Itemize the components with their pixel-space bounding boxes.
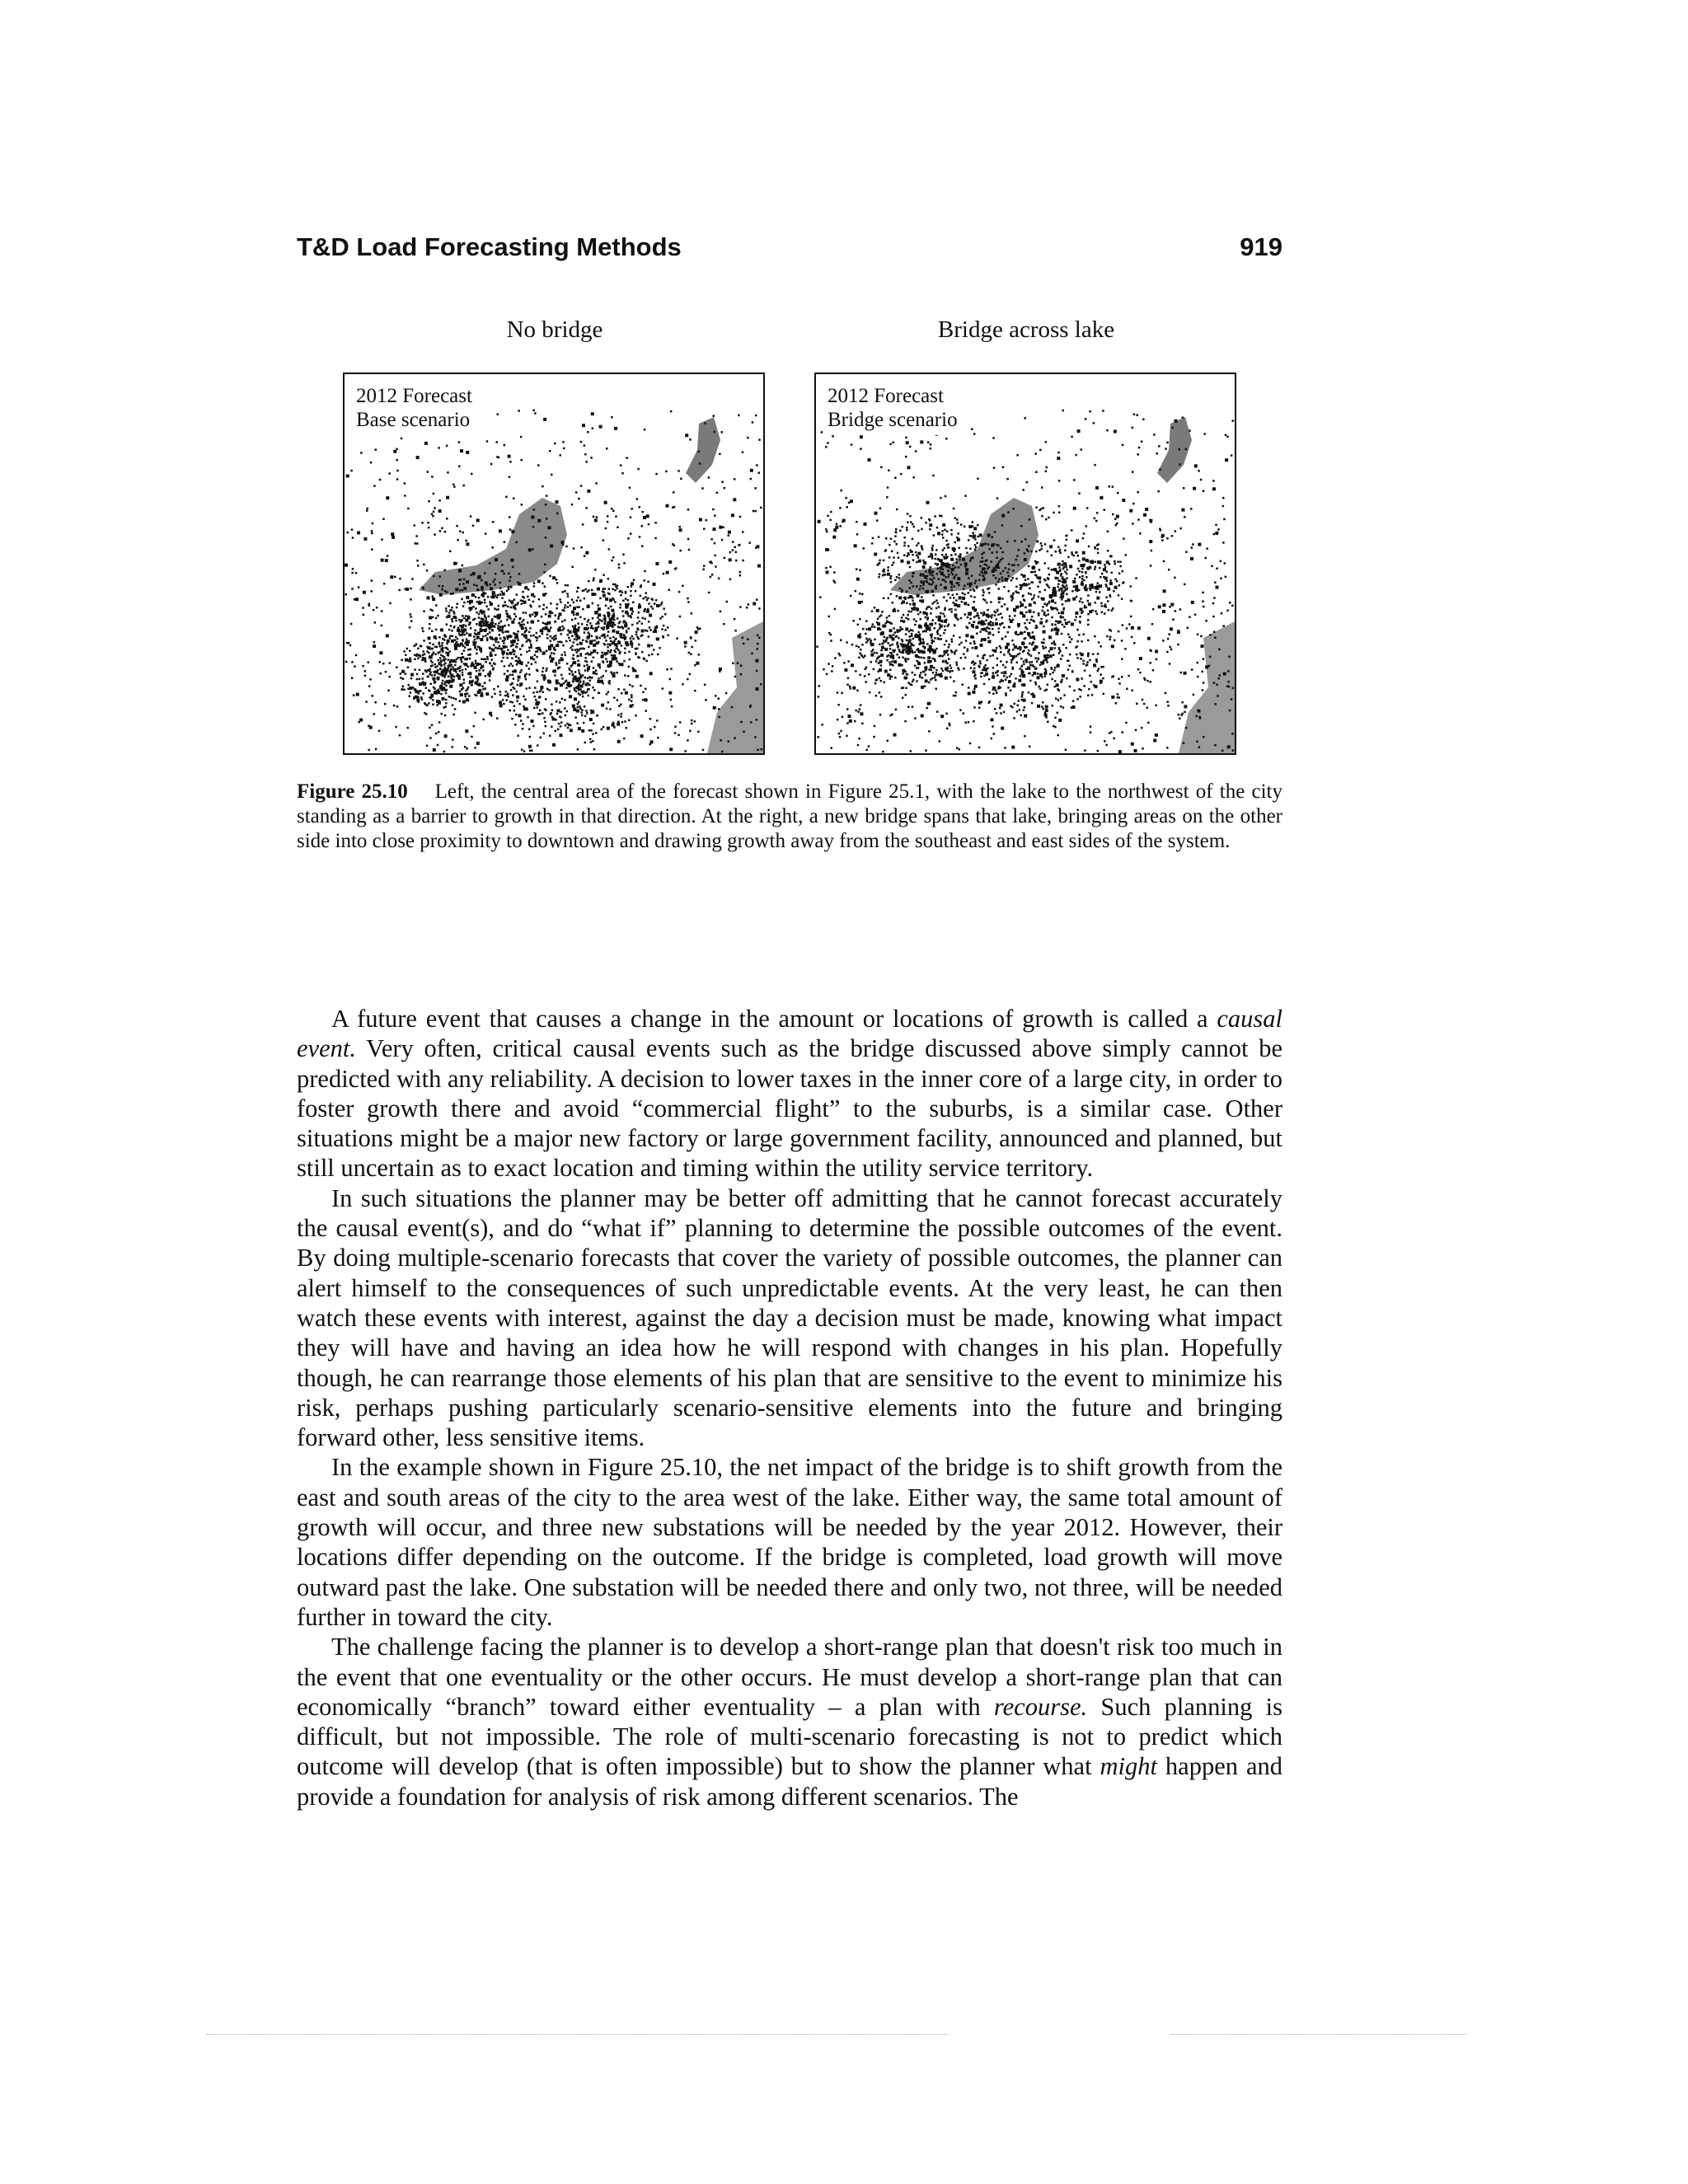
p4-a: The challenge facing the planner is to develop a short-range plan that doesn't risk too much in the event that one eventuality or the other occurs. He must develop a short-range plan that can economically “branch” toward either eventuality – a plan with bbox=[297, 1633, 1282, 1721]
caption-text: Left, the central area of the forecast shown in Figure 25.1, with the lake to the northwest of the city standing as a barrier to growth in that direction. At the right, a new bridge spans that lake, bringing areas on the other side into close proximity to downtown and drawing growth away from the southeast and east sides of the system. bbox=[297, 780, 1282, 852]
p1-a: A future event that causes a change in the amount or locations of growth is called a bbox=[331, 1005, 1217, 1033]
running-head bbox=[297, 232, 1282, 269]
p1-em: causal event. bbox=[297, 1005, 1282, 1063]
map-label-left-line2: Base scenario bbox=[356, 409, 471, 431]
map-label-right-line1: 2012 Forecast bbox=[828, 385, 944, 407]
map-bridge-scenario bbox=[814, 373, 1236, 755]
scan-footer-rule-left bbox=[206, 2034, 948, 2035]
map-label-left-line1: 2012 Forecast bbox=[356, 385, 472, 407]
caption-label: Figure 25.10 bbox=[297, 780, 408, 803]
p4-em2: might bbox=[1100, 1752, 1157, 1781]
p4-b: Such planning is difficult, but not impossible. The role of multi-scenario forecasting is not to predict which outcome will develop (that is often impossible) but to show the planner what bbox=[297, 1692, 1282, 1781]
scan-footer-rule-right bbox=[1170, 2034, 1467, 2035]
page-number: 919 bbox=[1240, 232, 1282, 261]
paragraph-4 bbox=[297, 1632, 1282, 1811]
paragraph-3: In the example shown in Figure 25.10, the net impact of the bridge is to shift growth from the east and south areas of the city to the area west of the lake. Either way, the same total amount of growth will occur, and three new substations will be needed by the year 2012. However, their locations differ depending on the outcome. If the bridge is completed, load growth will move outward past the lake. One substation will be needed there and only two, not three, will be needed further in toward the city. bbox=[297, 1453, 1282, 1631]
p4-em1: recourse. bbox=[993, 1692, 1088, 1721]
paragraph-1 bbox=[297, 1004, 1282, 1183]
panel-heading-left: No bridge bbox=[506, 316, 603, 343]
paragraph-2: In such situations the planner may be better off admitting that he cannot forecast accurately the causal event(s), and do “what if” planning to determine the possible outcomes of the event. By doing multiple-scenario forecasts that cover the variety of possible outcomes, the planner can alert himself to the consequences of such unpredictable events. At the very least, he can then watch these events with interest, against the day a decision must be made, knowing what impact they will have and having an idea how he will respond with changes in his plan. Hopefully though, he can rearrange those elements of his plan that are sensitive to the event to minimize his risk, perhaps pushing particularly scenario-sensitive elements into the future and bringing forward other, less sensitive items. bbox=[297, 1183, 1282, 1452]
map-label-left bbox=[353, 382, 477, 435]
panel-heading-right: Bridge across lake bbox=[937, 316, 1115, 343]
figure-caption bbox=[297, 780, 1282, 854]
shoreline-shape bbox=[707, 621, 763, 753]
map-label-right bbox=[824, 382, 963, 435]
map-label-right-line2: Bridge scenario bbox=[828, 409, 958, 431]
body-text bbox=[297, 1004, 1282, 1811]
p1-b: Very often, critical causal events such as the bridge discussed above simply cannot be predicted with any reliability. A decision to lower taxes in the inner core of a large city, in order to foster growth there and avoid “commercial flight” to the suburbs, is a similar case. Other situations might be a major new factory or large government facility, announced and planned, but still uncertain as to exact location and timing within the utility service territory. bbox=[297, 1034, 1282, 1183]
p4-c: happen and provide a foundation for analysis of risk among different scenarios. The bbox=[297, 1752, 1282, 1811]
lake-shape bbox=[890, 498, 1039, 595]
map-base-scenario bbox=[343, 373, 765, 755]
river-shape bbox=[686, 417, 720, 483]
running-head-title: T&D Load Forecasting Methods bbox=[297, 232, 682, 261]
